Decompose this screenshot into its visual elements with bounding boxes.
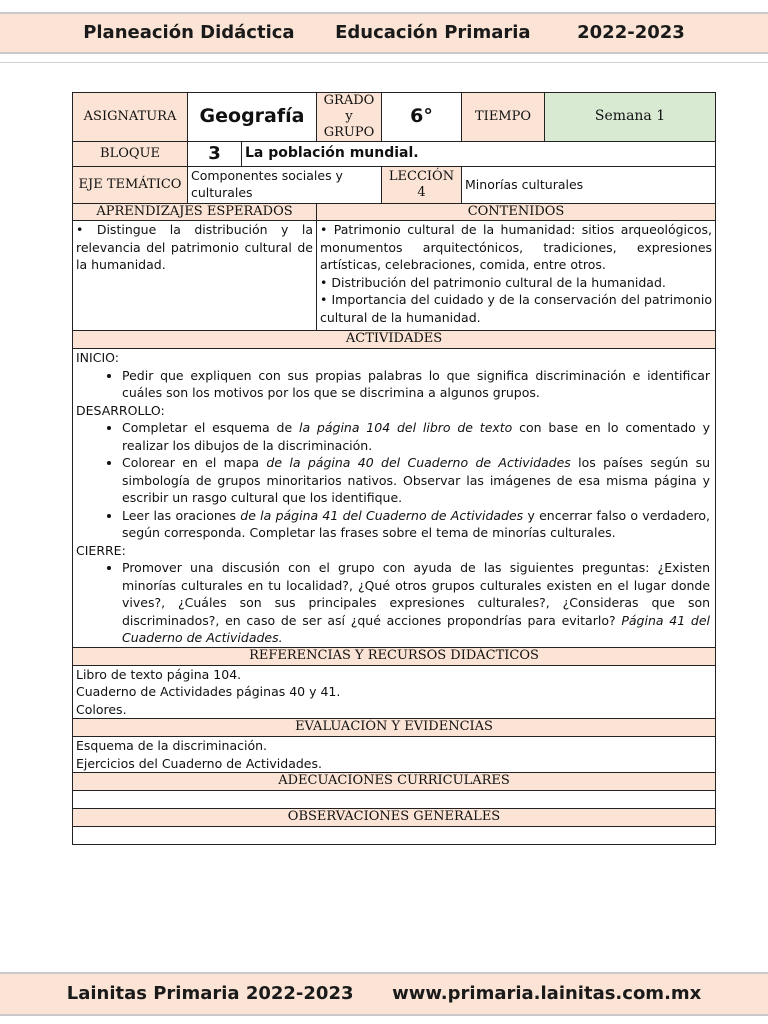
observaciones-header: OBSERVACIONES GENERALES bbox=[73, 809, 716, 827]
eje-value: Componentes sociales y culturales bbox=[188, 167, 382, 204]
grado-value: 6° bbox=[382, 93, 462, 142]
leccion-label: LECCIÓN 4 bbox=[382, 167, 462, 204]
aprendizajes-text: • Distingue la distribución y la relevancia del patrimonio cultural de la humanidad. bbox=[73, 221, 317, 331]
evaluacion-header: EVALUACIÓN Y EVIDENCIAS bbox=[73, 719, 716, 737]
bloque-label: BLOQUE bbox=[73, 142, 188, 167]
lesson-plan-table bbox=[72, 92, 716, 845]
desarrollo-list bbox=[76, 419, 712, 542]
asignatura-value: Geografía bbox=[188, 93, 317, 142]
referencias-body bbox=[73, 665, 716, 719]
header-banner bbox=[0, 12, 768, 54]
referencias-header: REFERENCIAS Y RECURSOS DIDÁCTICOS bbox=[73, 647, 716, 665]
footer-brand: Lainitas Primaria 2022-2023 bbox=[66, 983, 354, 1004]
asignatura-label: ASIGNATURA bbox=[73, 93, 188, 142]
contenido-item: • Distribución del patrimonio cultural de la humanidad. bbox=[320, 274, 666, 290]
adecuaciones-body bbox=[73, 791, 716, 809]
desarrollo-item: • Leer las oraciones de la página 41 del Cuaderno de Actividades y encerrar falso o verdadero, según corresponda. Completar las frases sobre el tema de minorías culturales. bbox=[122, 507, 712, 542]
contenidos-header: CONTENIDOS bbox=[317, 204, 716, 221]
bloque-title: La población mundial. bbox=[242, 142, 716, 167]
actividades-body bbox=[73, 349, 716, 648]
desarrollo-item: • Completar el esquema de la página 104 del libro de texto con base en lo comentado y realizar los dibujos de la discriminación. bbox=[122, 419, 712, 454]
adecuaciones-header: ADECUACIONES CURRICULARES bbox=[73, 773, 716, 791]
desarrollo-label: DESARROLLO: bbox=[76, 402, 165, 418]
bloque-value: 3 bbox=[188, 142, 242, 167]
cierre-item: • Promover una discusión con el grupo con ayuda de las siguientes preguntas: ¿Existen minorías culturales en tu localidad?, ¿Qué otros grupos culturales existen en el lugar donde vives?, ¿Cuáles son sus principales expresiones culturales?, ¿Consideras que son discriminados?, en caso de ser así ¿qué acciones propondrías para evitarlo? Página 41 del Cuaderno de Actividades. bbox=[122, 559, 712, 647]
inicio-item: • Pedir que expliquen con sus propias palabras lo que significa discriminación e identificar cuáles son los motivos por los que se discrimina a algunos grupos. bbox=[122, 367, 712, 402]
referencia-item: Cuaderno de Actividades páginas 40 y 41. bbox=[76, 684, 341, 699]
header-title: Planeación Didáctica bbox=[83, 22, 295, 43]
tiempo-label: TIEMPO bbox=[462, 93, 545, 142]
referencia-item: Colores. bbox=[76, 701, 127, 717]
contenido-item: • Importancia del cuidado y de la conservación del patrimonio cultural de la humanidad. bbox=[320, 292, 713, 325]
inicio-list bbox=[76, 367, 712, 402]
evaluacion-body bbox=[73, 737, 716, 773]
actividades-header: ACTIVIDADES bbox=[73, 331, 716, 349]
header-level: Educación Primaria bbox=[335, 22, 531, 43]
header-year: 2022-2023 bbox=[577, 22, 685, 43]
header-divider bbox=[0, 62, 768, 63]
observaciones-body bbox=[73, 827, 716, 845]
referencia-item: Libro de texto página 104. bbox=[76, 666, 242, 682]
desarrollo-item: • Colorear en el mapa de la página 40 del Cuaderno de Actividades los países según su simbología de grupos minoritarios nativos. Observar las imágenes de esa misma página y escribir un rasgo cultural que los identifique. bbox=[122, 454, 712, 507]
footer-banner bbox=[0, 972, 768, 1016]
contenidos-list bbox=[317, 221, 716, 331]
inicio-label: INICIO: bbox=[76, 350, 119, 365]
evaluacion-item: Ejercicios del Cuaderno de Actividades. bbox=[76, 755, 322, 771]
aprendizajes-header: APRENDIZAJES ESPERADOS bbox=[73, 204, 317, 221]
footer-url: www.primaria.lainitas.com.mx bbox=[392, 983, 702, 1004]
leccion-value: Minorías culturales bbox=[462, 167, 716, 204]
tiempo-value: Semana 1 bbox=[545, 93, 716, 142]
evaluacion-item: Esquema de la discriminación. bbox=[76, 738, 267, 753]
cierre-list bbox=[76, 559, 712, 647]
eje-label: EJE TEMÁTICO bbox=[73, 167, 188, 204]
contenido-item: • Patrimonio cultural de la humanidad: sitios arqueológicos, monumentos arquitectónicos, tradiciones, expresiones artísticas, celebraciones, comida, entre otros. bbox=[320, 222, 713, 272]
grado-label: GRADO y GRUPO bbox=[317, 93, 382, 142]
cierre-label: CIERRE: bbox=[76, 542, 126, 558]
